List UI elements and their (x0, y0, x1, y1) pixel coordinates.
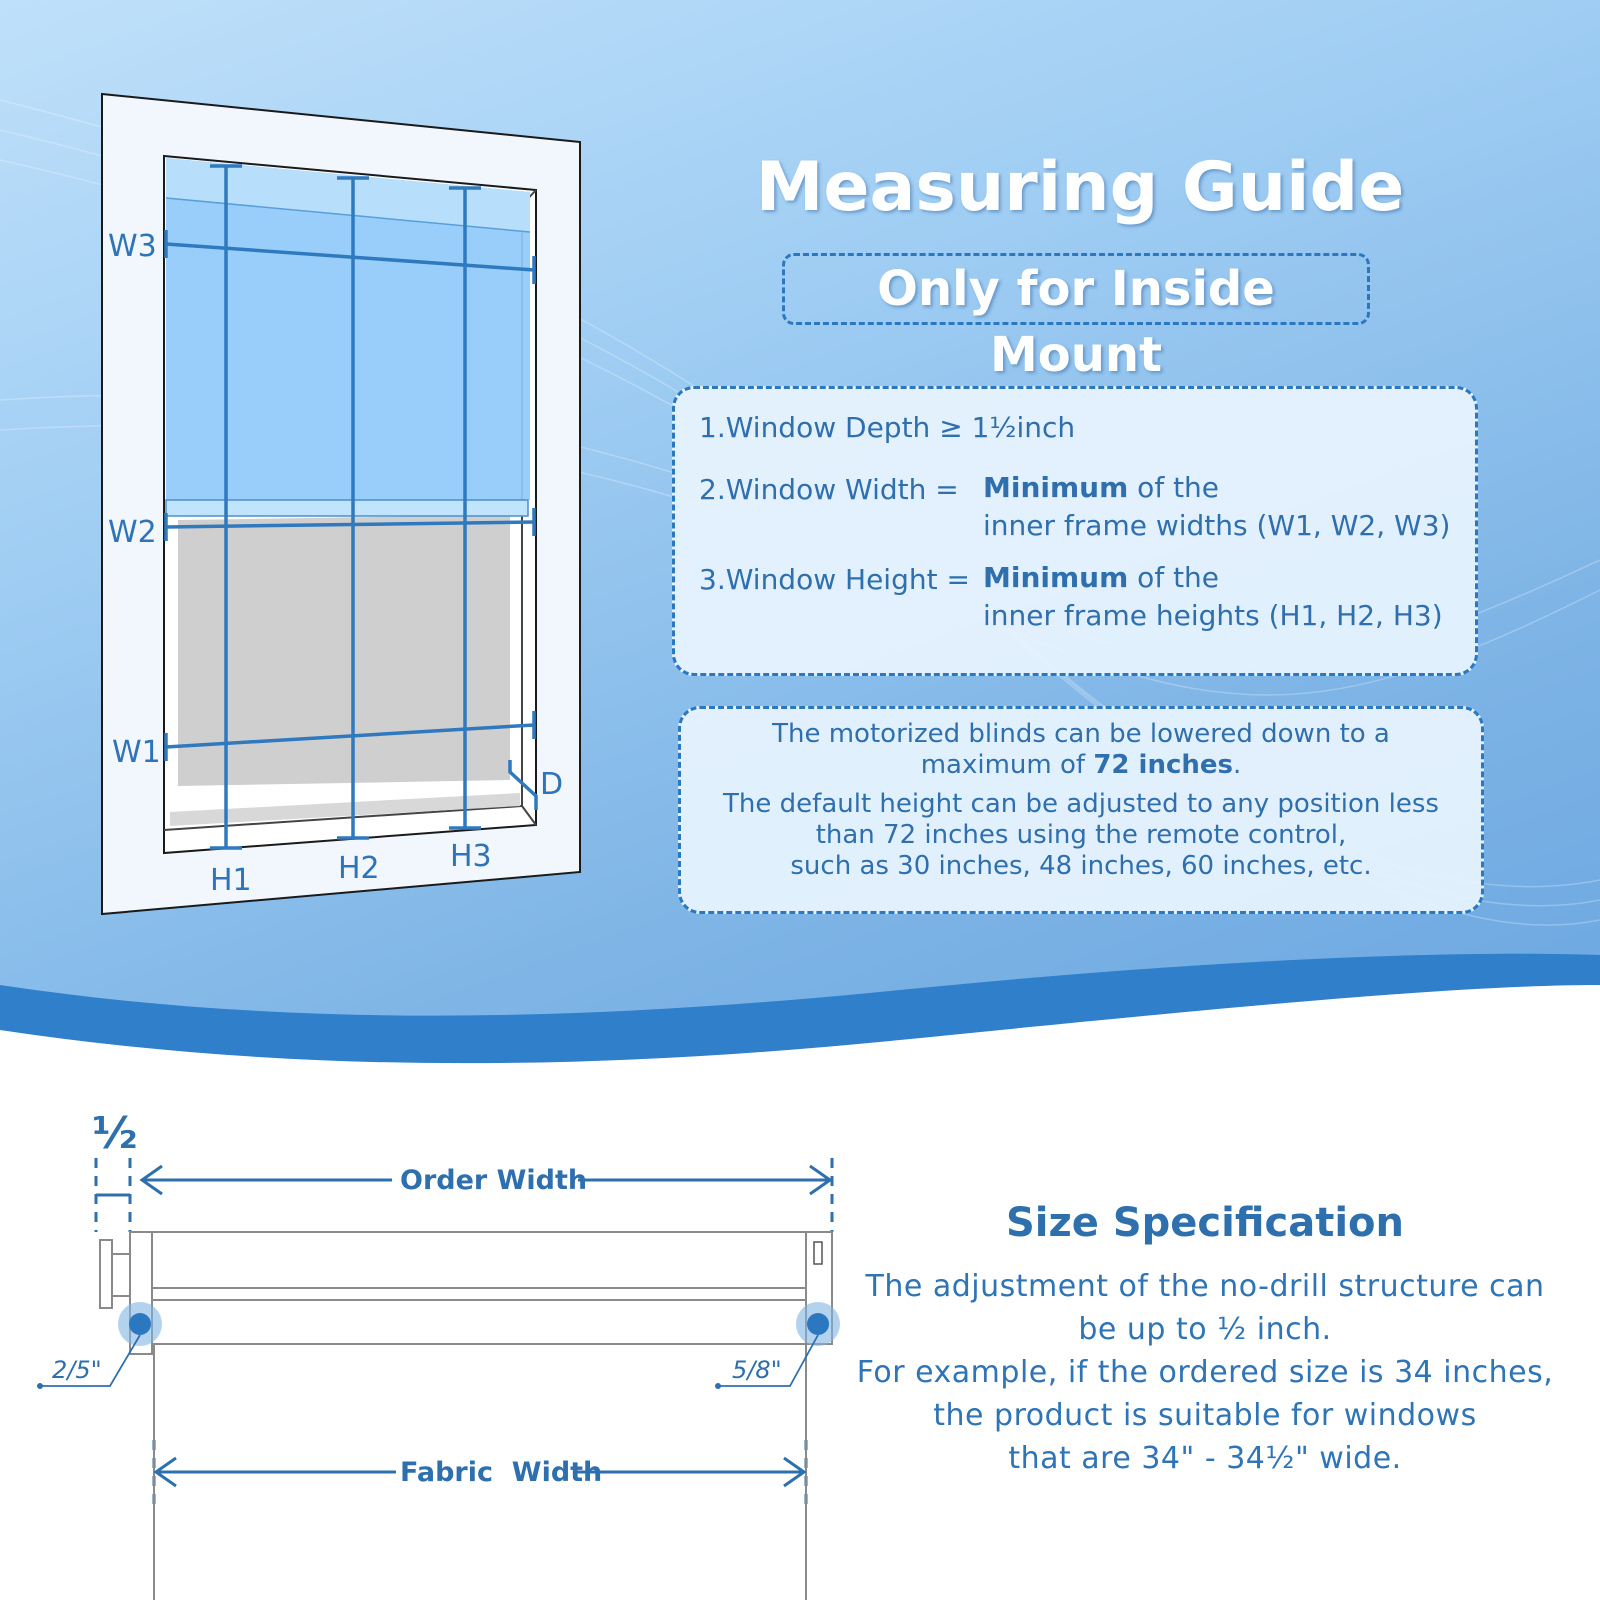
label-h1: H1 (210, 863, 252, 898)
screw-dot-right (807, 1313, 829, 1335)
rule-window-width-value (983, 469, 1450, 545)
rule-window-height-label: 3.Window Height = (699, 563, 970, 596)
page-subtitle: Only for Inside Mount (782, 253, 1370, 325)
roller-tube (152, 1232, 832, 1288)
size-spec-line2: be up to ½ inch. (1078, 1312, 1332, 1347)
note-para2-line3: such as 30 inches, 48 inches, 60 inches, etc. (790, 851, 1372, 881)
size-spec-line1: The adjustment of the no-drill structure can (865, 1269, 1545, 1304)
note-para2-line2: than 72 inches using the remote control, (815, 820, 1347, 850)
screw-dot-left (129, 1313, 151, 1335)
motor-note-card (678, 706, 1484, 914)
rule-window-height-rest: of the (1128, 561, 1220, 594)
rule-window-depth: 1.Window Depth ≥ 1½inch (699, 411, 1076, 444)
rule-window-width-rest: of the (1128, 471, 1220, 504)
size-spec-body (840, 1265, 1570, 1480)
size-spec-line5: that are 34" - 34½" wide. (1008, 1441, 1402, 1476)
window-glass (178, 515, 510, 786)
rule-window-height-line2: inner frame heights (H1, H2, H3) (983, 599, 1443, 632)
note-line2-pre: maximum of (920, 750, 1094, 780)
note-line1: The motorized blinds can be lowered down to a (772, 719, 1390, 749)
measuring-rules-card (672, 386, 1478, 676)
right-leader-dot (715, 1383, 721, 1389)
left-leader-dot (37, 1383, 43, 1389)
rule-window-height-bold: Minimum (983, 561, 1129, 594)
size-spec-title: Size Specification (1006, 1200, 1404, 1246)
rule-window-height-value (983, 559, 1443, 635)
blind-bottom-bar (166, 500, 528, 516)
label-w1: W1 (112, 735, 161, 770)
right-offset-label: 5/8" (732, 1356, 782, 1384)
end-cap-left (100, 1240, 112, 1308)
note-paragraph-1 (681, 719, 1481, 781)
note-line2-bold: 72 inches (1093, 750, 1233, 780)
window-diagram (102, 94, 580, 914)
label-h3: H3 (450, 839, 492, 874)
size-spec-line3: For example, if the ordered size is 34 inches, (856, 1355, 1554, 1390)
rule-window-width-line2: inner frame widths (W1, W2, W3) (983, 509, 1451, 542)
end-bracket-left (112, 1254, 130, 1296)
note-paragraph-2 (681, 789, 1481, 882)
half-inch-label: ½ (92, 1108, 138, 1159)
size-spec-line4: the product is suitable for windows (933, 1398, 1477, 1433)
left-offset-label: 2/5" (52, 1356, 102, 1384)
order-width-label: Order Width (400, 1165, 588, 1196)
rule-window-width-bold: Minimum (983, 471, 1129, 504)
fabric-width-label: Fabric Width (400, 1457, 603, 1488)
label-h2: H2 (338, 851, 380, 886)
page-title: Measuring Guide (755, 148, 1405, 227)
note-line2-post: . (1233, 750, 1242, 780)
rule-window-width-label: 2.Window Width = (699, 473, 959, 506)
bottom-rail (152, 1300, 806, 1344)
note-para2-line1: The default height can be adjusted to any position less (723, 789, 1439, 819)
label-w3: W3 (108, 229, 157, 264)
label-w2: W2 (108, 515, 157, 550)
label-d: D (540, 767, 564, 802)
